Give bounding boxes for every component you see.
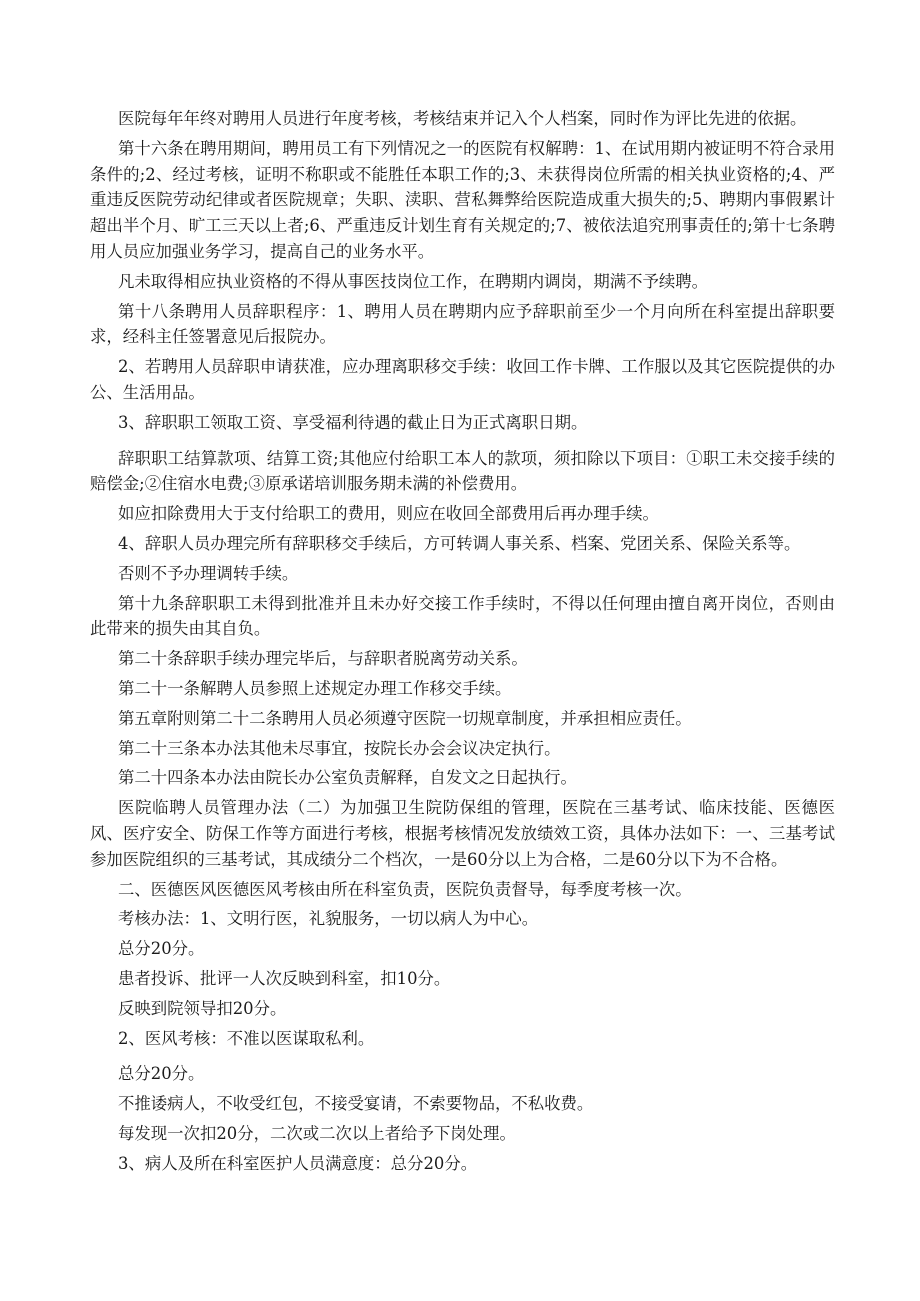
paragraph-23: 2、医风考核：不准以医谋取私利。	[118, 1028, 375, 1048]
paragraph-13: 第二十一条解聘人员参照上述规定办理工作移交手续。	[118, 678, 512, 698]
paragraph-12: 第二十条辞职手续办理完毕后，与辞职者脱离劳动关系。	[118, 649, 528, 669]
paragraph-11: 第十九条辞职职工未得到批准并且未办好交接工作手续时，不得以任何理由擅自离开岗位，否则由此带来的损失由其自负。	[90, 593, 835, 639]
paragraph-2: 第十六条在聘用期间，聘用员工有下列情况之一的医院有权解聘：1、在试用期内被证明不符合录用条件的;2、经过考核，证明不称职或不能胜任本职工作的;3、未获得岗位所需的相关执业资格的;4、严重违反医院劳动纪律或者医院规章；失职、渎职、营私舞弊给医院造成重大损失的;5、聘期内事假累计超出半个月、旷工三天以上者;6、严重违反计划生育有关规定的;7、被依法追究刑事责任的;第十七条聘用人员应加强业务学习，提高自己的业务水平。	[90, 138, 835, 261]
paragraph-21: 患者投诉、批评一人次反映到科室，扣10分。	[118, 968, 451, 988]
paragraph-6: 3、辞职职工领取工资、享受福利待遇的截止日为正式离职日期。	[118, 412, 588, 432]
paragraph-7: 辞职职工结算款项、结算工资;其他应付给职工本人的款项，须扣除以下项目：①职工未交接手续的赔偿金;②住宿水电费;③原承诺培训服务期未满的补偿费用。	[90, 448, 835, 494]
paragraph-9: 4、辞职人员办理完所有辞职移交手续后，方可转调人事关系、档案、党团关系、保险关系等。	[118, 533, 801, 553]
paragraph-14: 第五章附则第二十二条聘用人员必须遵守医院一切规章制度，并承担相应责任。	[118, 708, 692, 728]
paragraph-4: 第十八条聘用人员辞职程序：1、聘用人员在聘期内应予辞职前至少一个月向所在科室提出辞职要求，经科主任签署意见后报院办。	[90, 301, 835, 347]
paragraph-22: 反映到院领导扣20分。	[118, 998, 287, 1018]
paragraph-20: 总分20分。	[118, 939, 205, 959]
paragraph-25: 不推诿病人，不收受红包，不接受宴请，不索要物品，不私收费。	[118, 1094, 594, 1114]
paragraph-5: 2、若聘用人员辞职申请获准，应办理离职移交手续：收回工作卡牌、工作服以及其它医院提供的办公、生活用品。	[90, 357, 835, 402]
paragraph-16: 第二十四条本办法由院长办公室负责解释，自发文之日起执行。	[118, 768, 577, 788]
document-body	[90, 106, 835, 1180]
paragraph-10: 否则不予办理调转手续。	[118, 563, 299, 583]
paragraph-15: 第二十三条本办法其他未尽事宜，按院长办会会议决定执行。	[118, 738, 561, 758]
paragraph-17: 医院临聘人员管理办法（二）为加强卫生院防保组的管理，医院在三基考试、临床技能、医德医风、医疗安全、防保工作等方面进行考核，根据考核情况发放绩效工资，具体办法如下：一、三基考试参加医院组织的三基考试，其成绩分二个档次，一是60分以上为合格，二是60分以下为不合格。	[90, 798, 835, 869]
paragraph-24: 总分20分。	[118, 1064, 205, 1084]
paragraph-19: 考核办法：1、文明行医，礼貌服务，一切以病人为中心。	[118, 909, 539, 929]
paragraph-26: 每发现一次扣20分，二次或二次以上者给予下岗处理。	[118, 1123, 516, 1143]
paragraph-27: 3、病人及所在科室医护人员满意度：总分20分。	[118, 1153, 478, 1173]
paragraph-1: 医院每年年终对聘用人员进行年度考核，考核结束并记入个人档案，同时作为评比先进的依据。	[118, 109, 807, 128]
paragraph-3: 凡未取得相应执业资格的不得从事医技岗位工作，在聘期内调岗，期满不予续聘。	[118, 271, 709, 291]
paragraph-18: 二、医德医风医德医风考核由所在科室负责，医院负责督导，每季度考核一次。	[118, 879, 692, 899]
paragraph-8: 如应扣除费用大于支付给职工的费用，则应在收回全部费用后再办理手续。	[118, 504, 659, 524]
